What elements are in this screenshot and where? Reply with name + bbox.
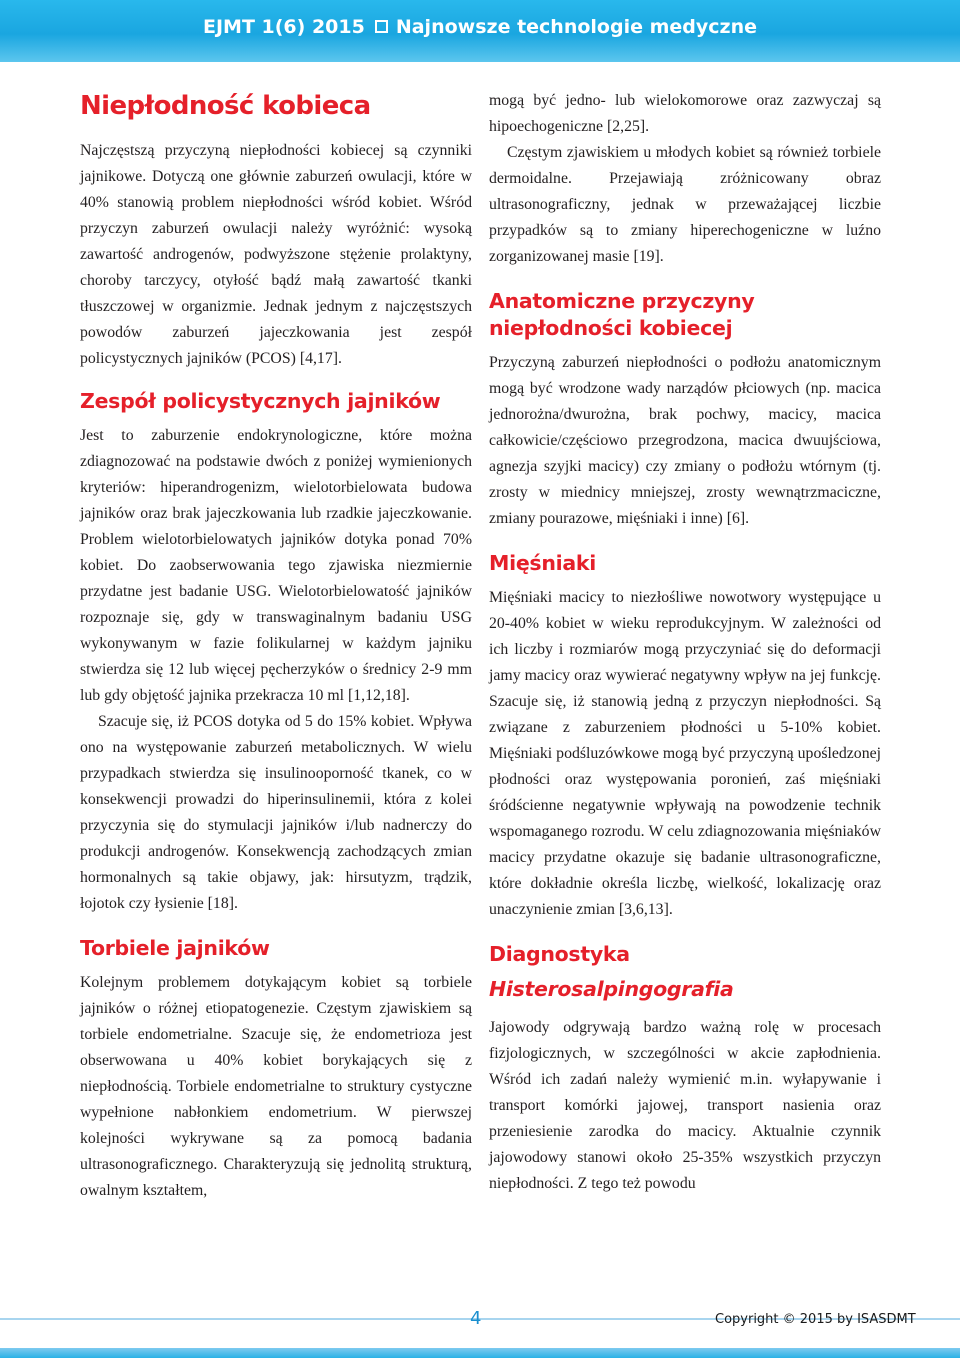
heading-torbiele-jajnikow: Torbiele jajników: [80, 936, 270, 960]
paragraph: Jajowody odgrywają bardzo ważną rolę w procesach fizjologicznych, w szczególności w akcie zapłodnienia. Wśród ich zadań należy wymienić m.in. wyłapywanie i transport komórki jajowej, transport nasienia oraz przeniesienie zarodka do macicy. Aktualnie czynnik jajowodowy stanowi około 25-35% wszystkich przyczyn niepłodności. Z tego też powodu: [489, 1019, 881, 1192]
journal-header-bar: [0, 0, 960, 62]
paragraph: Częstym zjawiskiem u młodych kobiet są również torbiele dermoidalne. Przejawiają zróżnicowany obraz ultrasonograficzny, jednak w przeważającej liczbie przypadków są to zmiany hiperechogeniczne w luźno zorganizowanej masie [19].: [489, 144, 881, 265]
left-column: [80, 88, 472, 1204]
heading-anatomiczne-przyczyny: Anatomiczne przyczyny niepłodności kobiecej: [489, 289, 755, 340]
footer-bar: [0, 1348, 960, 1358]
paragraph: Jest to zaburzenie endokrynologiczne, które można zdiagnozować na podstawie dwóch z poniżej wymienionych kryteriów: hiperandrogenizm, wielotorbielowata budowa jajników oraz brak jajeczkowania lub rzadkie jajeczkowanie. Problem wielotorbielowatych jajników dotyka ponad 70% kobiet. Do zaobserwowania tego zjawiska niezmiernie przydatne jest badanie USG. Wielotorbielowatość jajników rozpoznaje się, gdy w transwaginalnym badaniu USG wykonywanym w fazie folikularnej w każdym jajniku stwierdza się 12 lub więcej pęcherzyków o średnicy 2-9 mm lub gdy objętość jajnika przekracza 10 ml [1,12,18].: [80, 427, 472, 704]
heading-diagnostyka: Diagnostyka: [489, 942, 630, 966]
square-bullet-icon: [375, 20, 388, 33]
journal-title: EJMT 1(6) 2015: [202, 16, 365, 38]
section-title: Najnowsze technologie medyczne: [395, 16, 757, 38]
page-number: 4: [470, 1308, 482, 1329]
copyright-notice: Copyright © 2015 by ISASDMT: [715, 1312, 916, 1327]
paragraph: mogą być jedno- lub wielokomorowe oraz zazwyczaj są hipoechogeniczne [2,25].: [489, 92, 881, 135]
heading-miesniaki: Mięśniaki: [489, 551, 596, 575]
paragraph: Przyczyną zaburzeń niepłodności o podłożu anatomicznym mogą być wrodzone wady narządów płciowych (np. macica jednorożna/dwurożna, brak pochwy, macicy, macica całkowicie/częściowo przegrodzona, macica dwuujściowa, agnezja szyjki macicy) czy zmiany o podłożu wtórnym (tj. zrosty w miednicy mniejszej, zrosty wewnątrzmaciczne, zmiany pourazowe, mięśniaki i inne) [6].: [489, 354, 881, 527]
right-column: [489, 88, 881, 1197]
paragraph: Szacuje się, iż PCOS dotyka od 5 do 15% kobiet. Wpływa ono na występowanie zaburzeń metabolicznych. W wielu przypadkach stwierdza się insulinooporność tkanek, co w konsekwencji prowadzi do hiperinsulinemii, która z kolei przyczynia się do stymulacji jajników i/lub nadnerczy do produkcji androgenów. Konsekwencją zachodzących zmian hormonalnych są takie objawy, jak: hirsutyzm, trądzik, łojotok czy łysienie [18].: [80, 713, 472, 912]
journal-header: [0, 16, 960, 38]
paragraph: Kolejnym problemem dotykającym kobiet są torbiele jajników o różnej etiopatogenezie. Częstym zjawiskiem są torbiele endometrialne. Szacuje się, że endometrioza jest obserwowana u 40% kobiet borykających się z niepłodnością. Torbiele endometrialne to struktury cystyczne wypełnione nabłonkiem endometrium. W pierwszej kolejności wykrywane są za pomocą badania ultrasonograficznego. Charakteryzują się jednolitą strukturą, owalnym kształtem,: [80, 974, 472, 1199]
paragraph: Najczęstszą przyczyną niepłodności kobiecej są czynniki jajnikowe. Dotyczą one głównie zaburzeń owulacji, które w 40% stanowią problem niepłodności wśród kobiet. Wśród przyczyn zaburzeń owulacji należy wyróżnić: wysoką zawartość androgenów, podwyższone stężenie prolaktyny, choroby tarczycy, otyłość bądź małą zawartość tkanki tłuszczowej w organizmie. Jednak jednym z najczęstszych powodów zaburzeń jajeczkowania jest zespół policystycznych jajników (PCOS) [4,17].: [80, 142, 472, 367]
heading-histerosalpingografia: Histerosalpingografia: [489, 977, 734, 1001]
paragraph: Mięśniaki macicy to niezłośliwe nowotwory występujące u 20-40% kobiet w wieku reprodukcyjnym. W zależności od ich liczby i rozmiarów mogą przyczyniać się do deformacji jamy macicy oraz wywierać negatywny wpływ na jej funkcję. Szacuje się, iż stanowią jedną z przyczyn niepłodności. Są związane z zaburzeniem płodności u 5-10% kobiet. Mięśniaki podśluzówkowe mogą być przyczyną upośledzonej płodności oraz występowania poronień, zaś mięśniaki śródścienne negatywnie wpływają na powodzenie technik wspomaganego rozrodu. W celu zdiagnozowania mięśniaków macicy przydatne okazuje się badanie ultrasonograficzne, które dokładnie określa liczbę, wielkość, lokalizację oraz unaczynienie zmian [3,6,13].: [489, 589, 881, 918]
heading-pcos: Zespół policystycznych jajników: [80, 389, 441, 413]
heading-nieplodnosc-kobieca: Niepłodność kobieca: [80, 91, 371, 121]
